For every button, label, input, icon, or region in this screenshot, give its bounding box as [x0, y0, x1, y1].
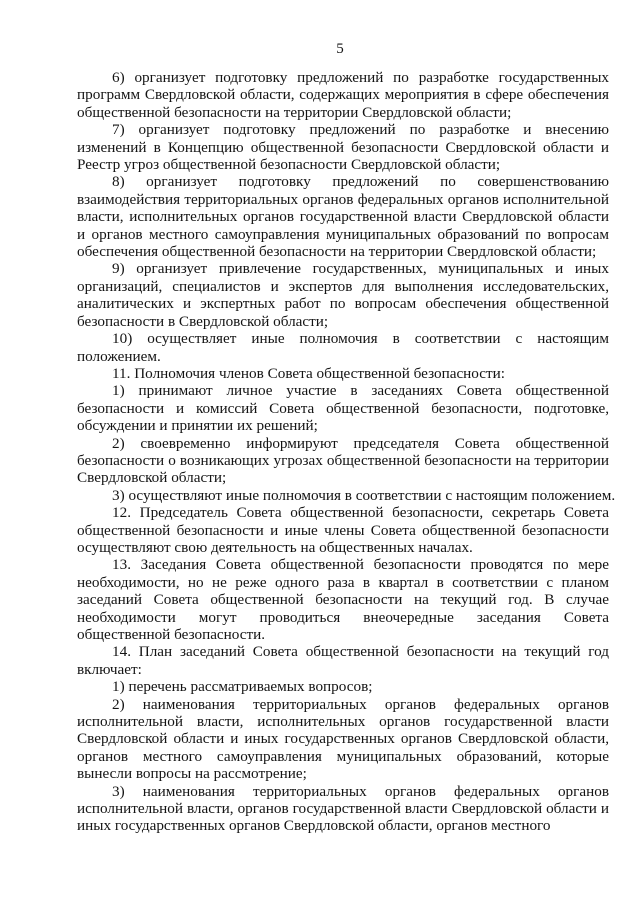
paragraph-section-12: 12. Председатель Совета общественной безопасности, секретарь Совета общественной безопасности и иные члены Совета общественной безопасности осуществляют свою деятельность на общественных началах.: [77, 504, 609, 556]
paragraph-plan-item-1: 1) перечень рассматриваемых вопросов;: [112, 678, 373, 696]
paragraph-plan-item-2: 2) наименования территориальных органов федеральных органов исполнительной власти, исполнительных органов государственной власти Свердловской области и иных государственных органов Свердловской области, органов местного самоуправления муниципальных образований, которые вынесли вопросы на рассмотрение;: [77, 695, 609, 783]
paragraph-item-7: 7) организует подготовку предложений по разработке и внесению изменений в Концепцию общественной безопасности Свердловской области и Реестр угроз общественной безопасности Свердловской области;: [77, 121, 609, 174]
paragraph-item-9: 9) организует привлечение государственных, муниципальных и иных организаций, специалистов и экспертов для выполнения исследовательских, аналитических и экспертных работ по вопросам обеспечения общественной безопасности в Свердловской области;: [77, 260, 609, 330]
paragraph-item-10: 10) осуществляет иные полномочия в соответствии с настоящим положением.: [77, 330, 609, 365]
paragraph-member-power-3: 3) осуществляют иные полномочия в соответствии с настоящим положением.: [112, 486, 616, 504]
paragraph-item-8: 8) организует подготовку предложений по совершенствованию взаимодействия территориальных органов федеральных органов исполнительной власти, исполнительных органов государственной власти Свердловской области и органов местного самоуправления муниципальных образований по вопросам обеспечения общественной безопасности на территории Свердловской области;: [77, 173, 609, 261]
paragraph-item-6: 6) организует подготовку предложений по разработке государственных программ Свердловской области, содержащих мероприятия в сфере обеспечения общественной безопасности на территории Свердловской области;: [77, 69, 609, 121]
paragraph-section-13: 13. Заседания Совета общественной безопасности проводятся по мере необходимости, но не реже одного раза в квартал в соответствии с планом заседаний Совета общественной безопасности на текущий год. В случае необходимости могут проводиться внеочередные заседания Совета общественной безопасности.: [77, 556, 609, 643]
paragraph-member-power-1: 1) принимают личное участие в заседаниях Совета общественной безопасности и комиссий Совета общественной безопасности, подготовке, обсуждении и принятии их решений;: [77, 382, 609, 435]
document-body: [77, 69, 616, 835]
paragraph-plan-item-3: 3) наименования территориальных органов федеральных органов исполнительной власти, органов государственной власти Свердловской области и иных государственных органов Свердловской области, органов местного: [77, 782, 609, 835]
paragraph-member-power-2: 2) своевременно информируют председателя Совета общественной безопасности о возникающих угрозах общественной безопасности на территории Свердловской области;: [77, 434, 609, 487]
paragraph-section-11: 11. Полномочия членов Совета общественной безопасности:: [112, 364, 506, 382]
page-number: 5: [336, 41, 344, 57]
paragraph-section-14: 14. План заседаний Совета общественной безопасности на текущий год включает:: [77, 643, 609, 678]
